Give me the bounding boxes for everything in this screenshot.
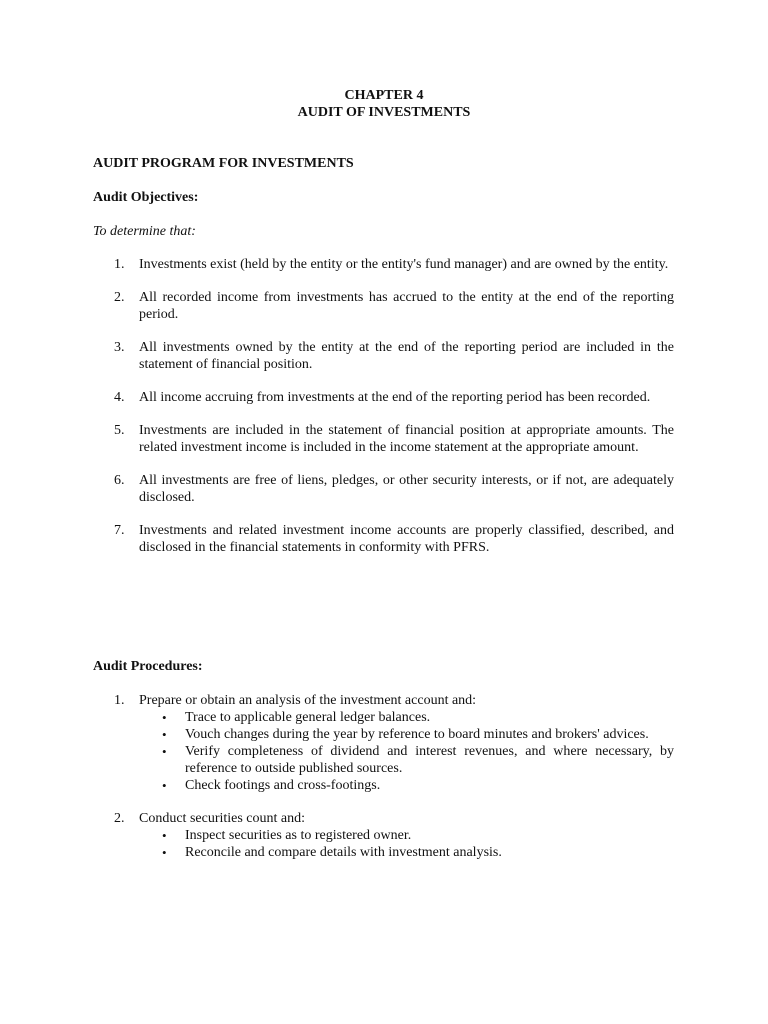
objectives-list: [93, 256, 674, 556]
objective-text: All recorded income from investments has accrued to the entity at the end of the reporting period.: [139, 290, 674, 322]
procedure-item: [93, 692, 674, 794]
objectives-list-container: [93, 256, 674, 572]
procedures-heading: Audit Procedures:: [93, 659, 203, 674]
procedures-list-container: [93, 692, 674, 877]
chapter-number: CHAPTER 4: [344, 88, 424, 103]
objectives-intro: To determine that:: [93, 224, 196, 239]
objective-text: Investments exist (held by the entity or the entity's fund manager) and are owned by the entity.: [139, 257, 669, 272]
bullet-text: Inspect securities as to registered owner.: [185, 828, 412, 843]
objective-text: All investments owned by the entity at the end of the reporting period are included in the statement of financial position.: [139, 340, 674, 372]
objective-number: 4.: [114, 390, 125, 405]
objective-item: [93, 422, 674, 456]
bullet-icon: •: [162, 710, 167, 725]
objective-item: [93, 339, 674, 373]
bullet-icon: •: [162, 828, 167, 843]
objective-item: [93, 389, 674, 406]
bullet-text: Check footings and cross-footings.: [185, 778, 381, 793]
objectives-heading: Audit Objectives:: [93, 190, 199, 205]
chapter-heading: [0, 87, 768, 121]
bullet-text: Vouch changes during the year by reference to board minutes and brokers' advices.: [185, 727, 649, 742]
objective-item: [93, 289, 674, 323]
procedure-bullet: [139, 709, 674, 726]
bullet-icon: •: [162, 778, 167, 793]
procedure-bullet: [139, 844, 674, 861]
objective-number: 3.: [114, 340, 125, 355]
objective-number: 6.: [114, 473, 125, 488]
bullet-icon: •: [162, 744, 167, 759]
procedure-bullet-list: [139, 709, 674, 794]
objective-text: All investments are free of liens, pledges, or other security interests, or if not, are adequately disclosed.: [139, 473, 674, 505]
procedures-list: [93, 692, 674, 861]
objective-number: 5.: [114, 423, 125, 438]
bullet-text: Verify completeness of dividend and interest revenues, and where necessary, by reference to outside published sources.: [185, 744, 674, 776]
objective-number: 2.: [114, 290, 125, 305]
bullet-icon: •: [162, 845, 167, 860]
procedure-number: 1.: [114, 693, 125, 708]
procedure-text: Conduct securities count and:: [139, 811, 306, 826]
bullet-text: Trace to applicable general ledger balances.: [185, 710, 431, 725]
procedure-item: [93, 810, 674, 861]
bullet-icon: •: [162, 727, 167, 742]
procedure-bullet-list: [139, 827, 674, 861]
objective-text: Investments are included in the statement of financial position at appropriate amounts. The related investment income is included in the income statement at the appropriate amount.: [139, 423, 674, 455]
objective-item: [93, 472, 674, 506]
program-heading: AUDIT PROGRAM FOR INVESTMENTS: [93, 156, 354, 171]
procedure-number: 2.: [114, 811, 125, 826]
procedure-bullet: [139, 726, 674, 743]
bullet-text: Reconcile and compare details with investment analysis.: [185, 845, 502, 860]
objective-number: 1.: [114, 257, 125, 272]
procedure-bullet: [139, 827, 674, 844]
objective-text: Investments and related investment income accounts are properly classified, described, and disclosed in the financial statements in conformity with PFRS.: [139, 523, 674, 555]
procedure-text: Prepare or obtain an analysis of the investment account and:: [139, 693, 477, 708]
objective-number: 7.: [114, 523, 125, 538]
chapter-title: AUDIT OF INVESTMENTS: [297, 105, 471, 120]
procedure-bullet: [139, 743, 674, 777]
objective-text: All income accruing from investments at the end of the reporting period has been recorded.: [139, 390, 651, 405]
objective-item: [93, 256, 674, 273]
objective-item: [93, 522, 674, 556]
procedure-bullet: [139, 777, 674, 794]
